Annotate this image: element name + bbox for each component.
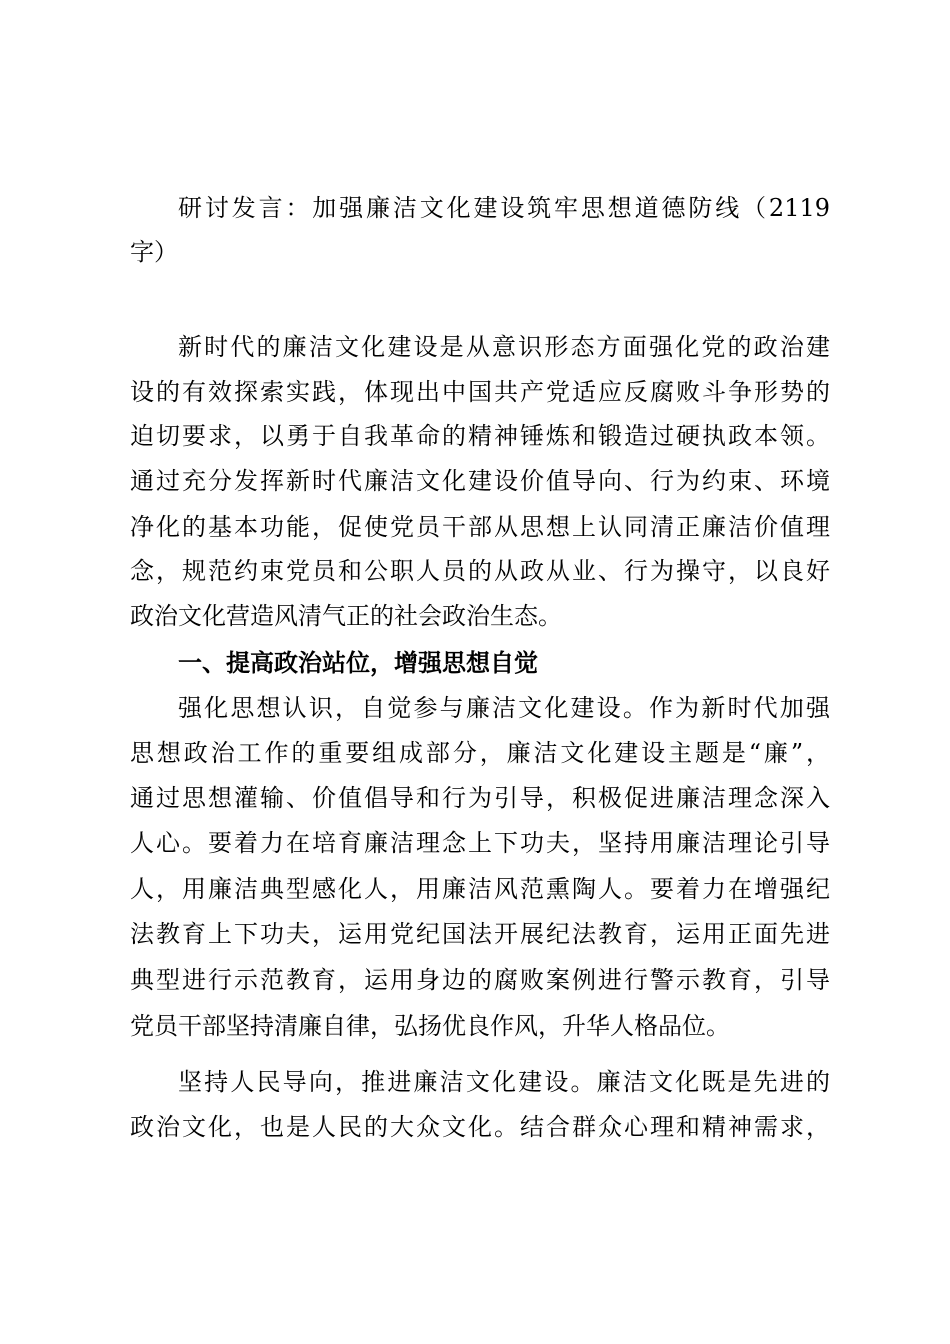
section1-paragraph1-line: 典型进行示范教育，运用身边的腐败案例进行警示教育，引导	[130, 966, 830, 994]
section-heading: 一、提高政治站位，增强思想自觉	[178, 649, 538, 677]
section1-paragraph2-line: 坚持人民导向，推进廉洁文化建设。廉洁文化既是先进的	[178, 1068, 830, 1096]
intro-paragraph-line: 设的有效探索实践，体现出中国共产党适应反腐败斗争形势的	[130, 378, 830, 406]
intro-paragraph-line: 净化的基本功能，促使党员干部从思想上认同清正廉洁价值理	[130, 513, 830, 541]
section1-paragraph2-line: 政治文化，也是人民的大众文化。结合群众心理和精神需求，	[130, 1113, 830, 1141]
document-title-line-1: 研讨发言：加强廉洁文化建设筑牢思想道德防线（2119	[178, 194, 830, 222]
intro-paragraph-line: 新时代的廉洁文化建设是从意识形态方面强化党的政治建	[178, 333, 830, 361]
section1-paragraph1-line: 法教育上下功夫，运用党纪国法开展纪法教育，运用正面先进	[130, 920, 830, 948]
intro-paragraph-line: 政治文化营造风清气正的社会政治生态。	[130, 602, 562, 630]
intro-paragraph-line: 念，规范约束党员和公职人员的从政从业、行为操守，以良好	[130, 557, 830, 585]
intro-paragraph-line: 通过充分发挥新时代廉洁文化建设价值导向、行为约束、环境	[130, 467, 830, 495]
section1-paragraph1-line: 通过思想灌输、价值倡导和行为引导，积极促进廉洁理念深入	[130, 784, 830, 812]
section1-paragraph1-line: 党员干部坚持清廉自律，弘扬优良作风，升华人格品位。	[130, 1012, 730, 1040]
section1-paragraph1-line: 思想政治工作的重要组成部分，廉洁文化建设主题是“廉”，	[130, 739, 830, 767]
section1-paragraph1-line: 人心。要着力在培育廉洁理念上下功夫，坚持用廉洁理论引导	[130, 829, 830, 857]
intro-paragraph-line: 迫切要求，以勇于自我革命的精神锤炼和锻造过硬执政本领。	[130, 422, 830, 450]
section1-paragraph1-line: 人，用廉洁典型感化人，用廉洁风范熏陶人。要着力在增强纪	[130, 875, 830, 903]
document-title-line-2: 字）	[130, 238, 178, 266]
section1-paragraph1-line: 强化思想认识，自觉参与廉洁文化建设。作为新时代加强	[178, 694, 830, 722]
